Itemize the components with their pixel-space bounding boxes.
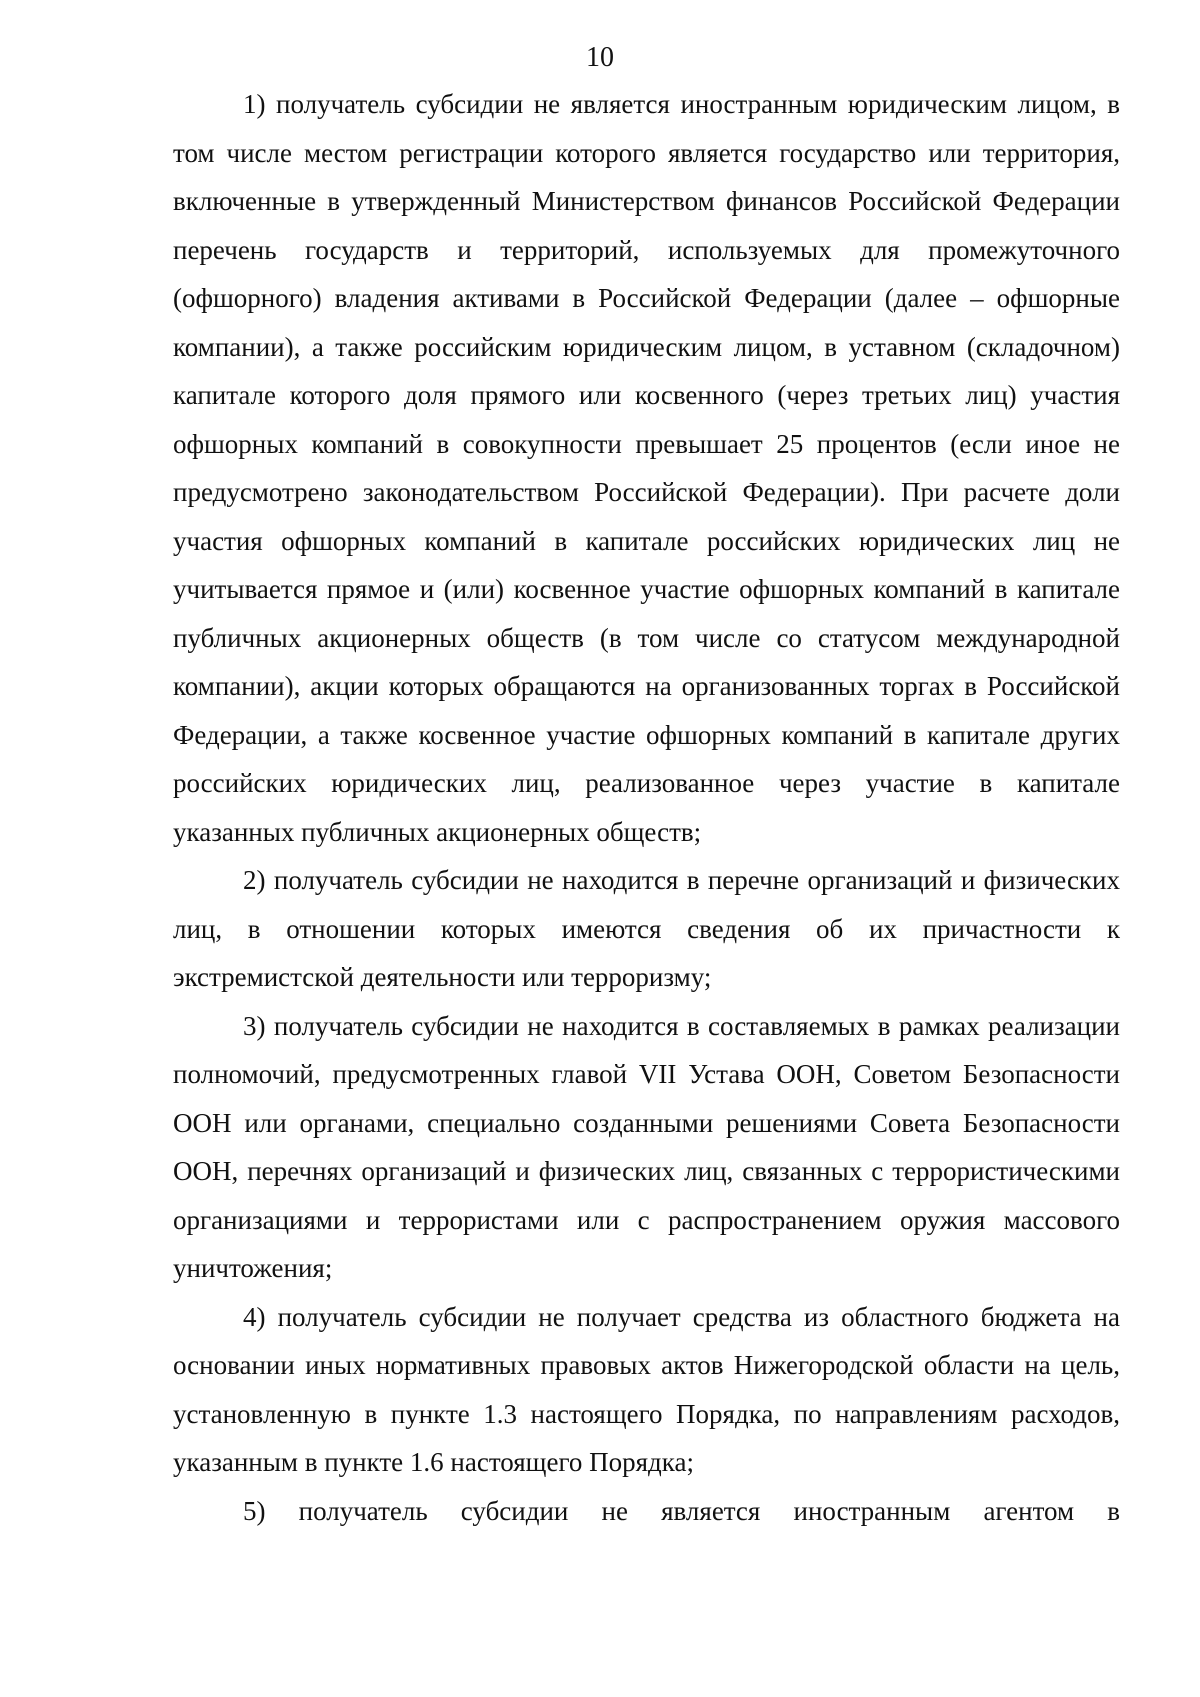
paragraph-4: 4) получатель субсидии не получает средства из областного бюджета на основании иных нормативных правовых актов Нижегородской области на цель, установленную в пункте 1.3 настоящего Порядка, по направлениям расходов, указанным в пункте 1.6 настоящего Порядка; bbox=[173, 1301, 1120, 1477]
paragraph-3: 3) получатель субсидии не находится в составляемых в рамках реализации полномочий, предусмотренных главой VII Устава ООН, Советом Безопасности ООН или органами, специально созданными решениями Совета Безопасности ООН, перечнях организаций и физических лиц, связанных с террористическими организациями и террористами или с распространением оружия массового уничтожения; bbox=[173, 1010, 1120, 1283]
document-body bbox=[173, 80, 1120, 1535]
paragraph-5: 5) получатель субсидии не является иностранным агентом в bbox=[243, 1495, 1120, 1526]
page-number: 10 bbox=[586, 42, 614, 73]
paragraph-1: 1) получатель субсидии не является иностранным юридическим лицом, в том числе местом регистрации которого является государство или территория, включенные в утвержденный Министерством финансов Российской Федерации перечень государств и территорий, используемых для промежуточного (офшорного) владения активами в Российской Федерации (далее – офшорные компании), а также российским юридическим лицом, в уставном (складочном) капитале которого доля прямого или косвенного (через третьих лиц) участия офшорных компаний в совокупности превышает 25 процентов (если иное не предусмотрено законодательством Российской Федерации). При расчете доли участия офшорных компаний в капитале российских юридических лиц не учитывается прямое и (или) косвенное участие офшорных компаний в капитале публичных акционерных обществ (в том числе со статусом международной компании), акции которых обращаются на организованных торгах в Российской Федерации, а также косвенное участие офшорных компаний в капитале других российских юридических лиц, реализованное через участие в капитале указанных публичных акционерных обществ; bbox=[173, 89, 1120, 847]
paragraph-2: 2) получатель субсидии не находится в перечне организаций и физических лиц, в отношении которых имеются сведения об их причастности к экстремистской деятельности или терроризму; bbox=[173, 865, 1120, 992]
